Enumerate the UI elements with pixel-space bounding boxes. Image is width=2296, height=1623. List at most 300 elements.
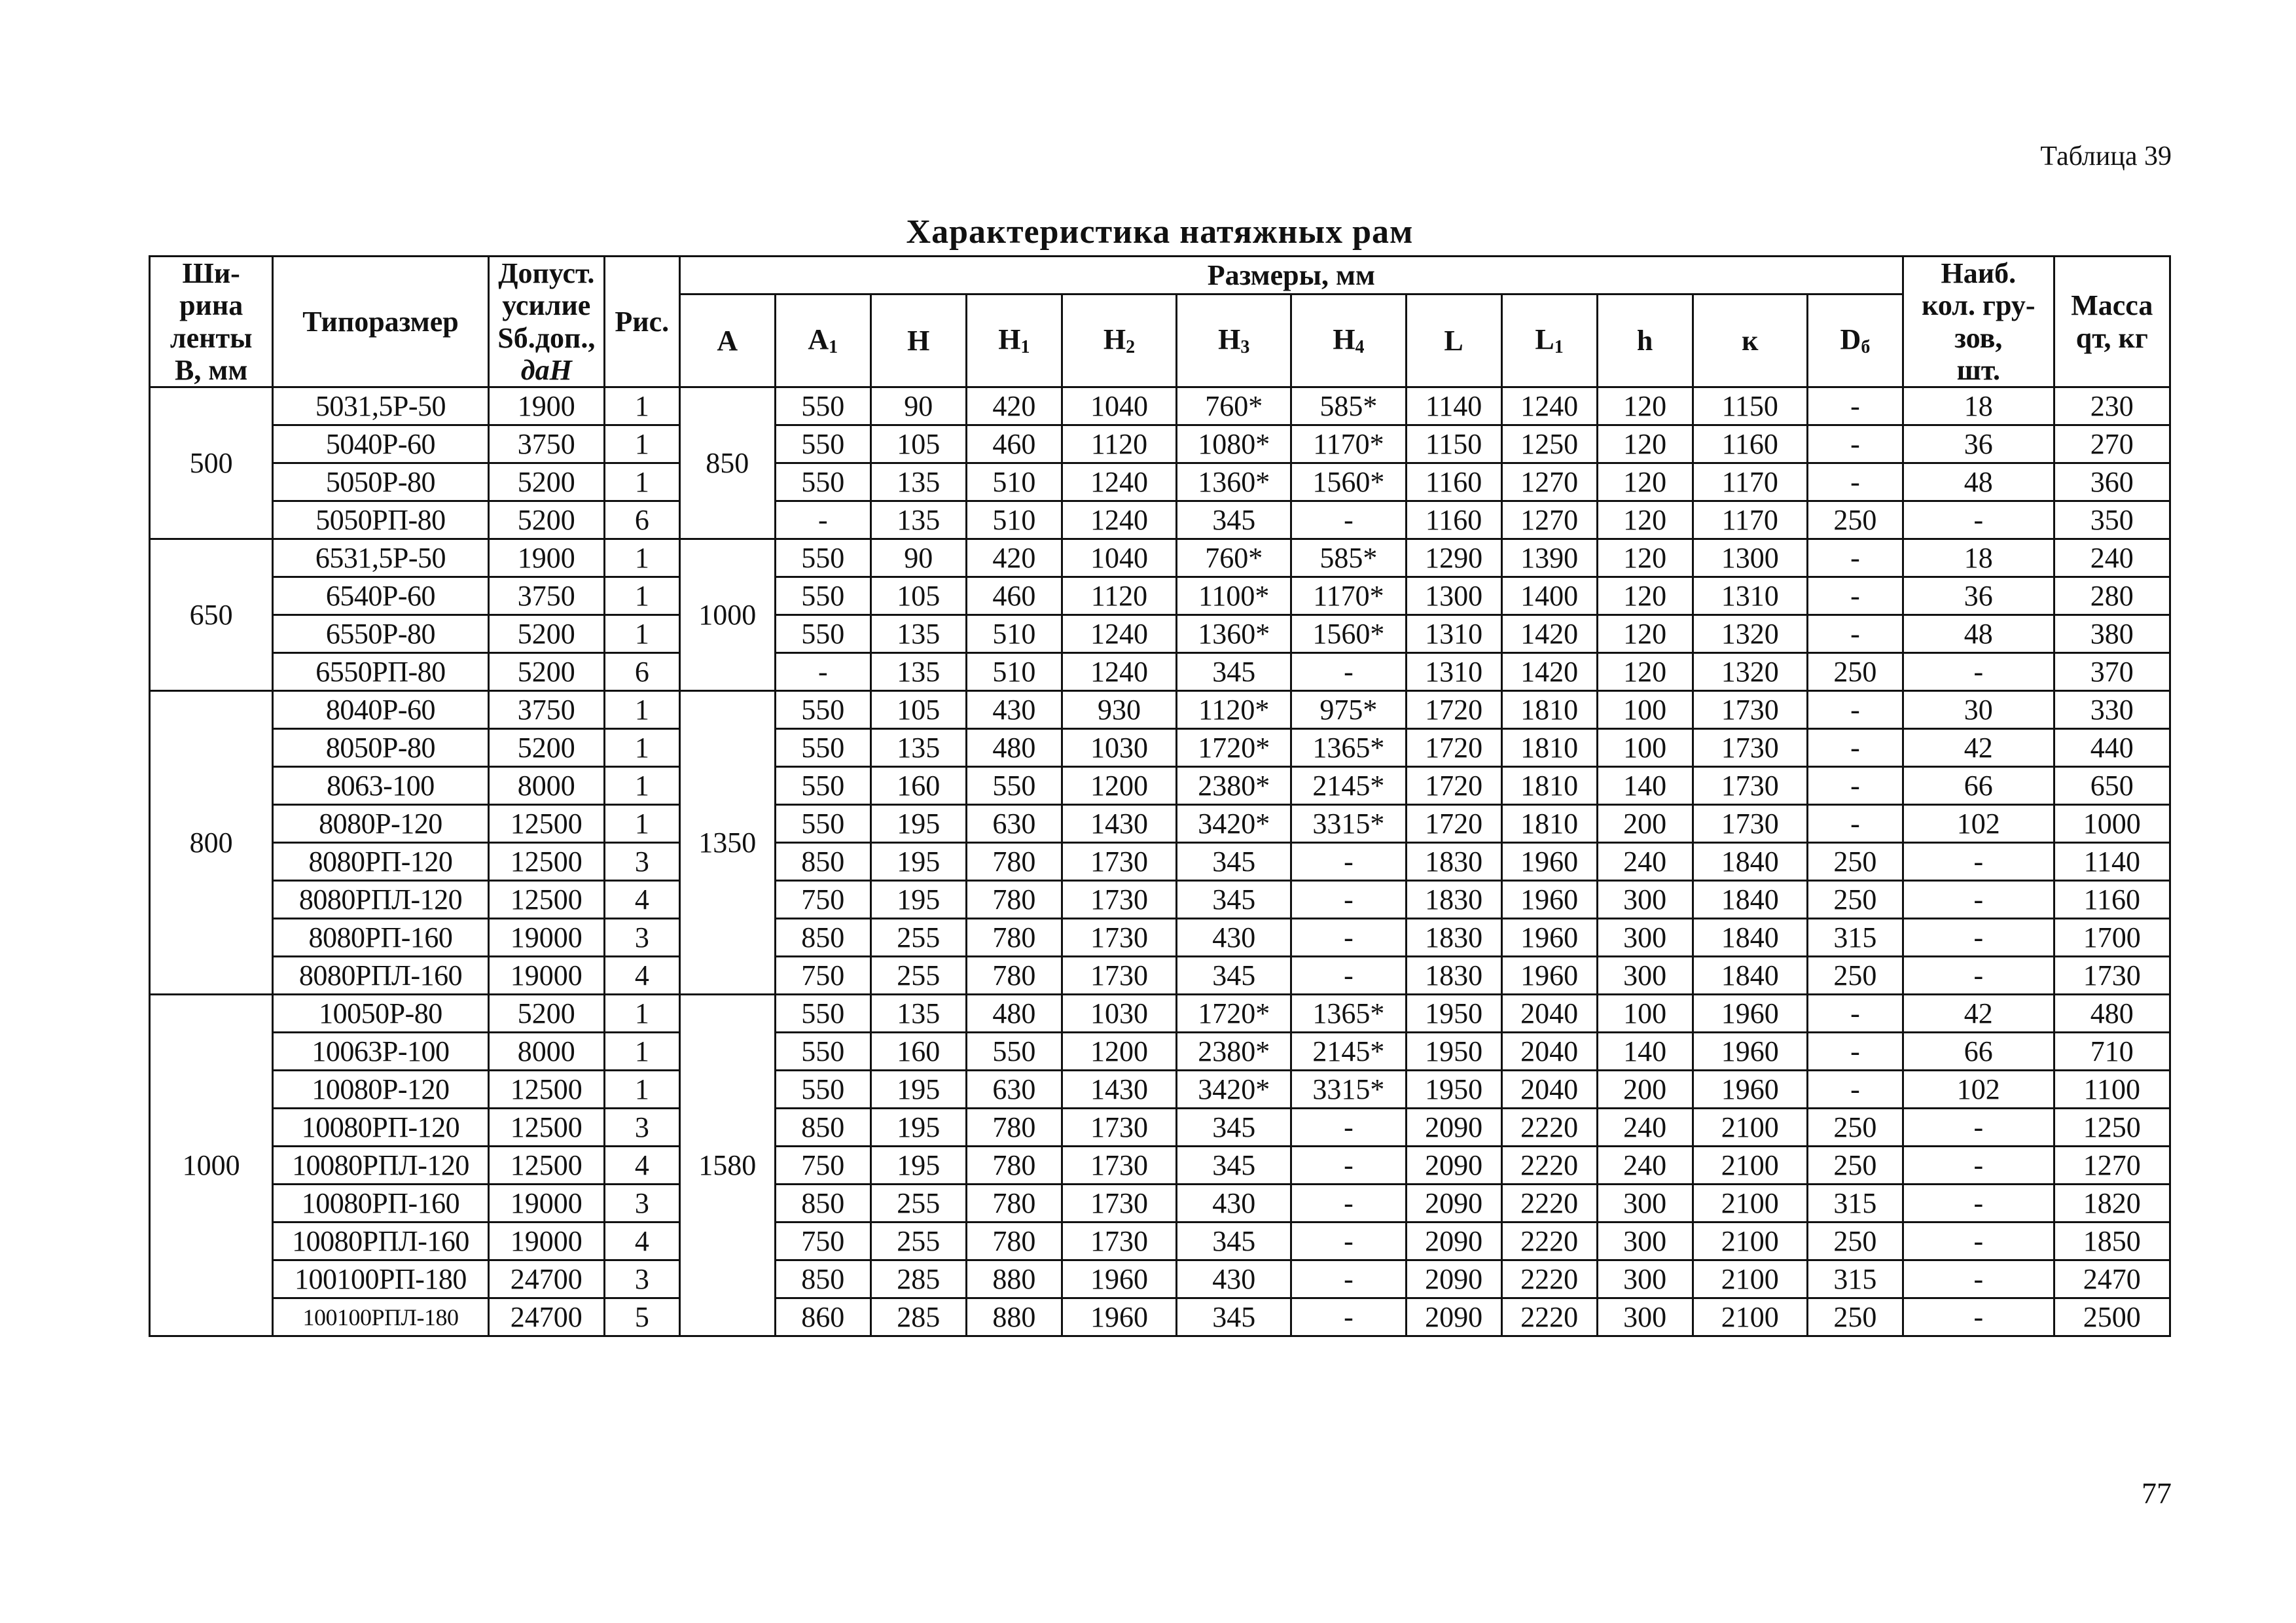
h4-cell: 1170* bbox=[1291, 577, 1406, 615]
h-cell: 135 bbox=[870, 653, 966, 691]
l-cell: 1720 bbox=[1406, 691, 1501, 729]
a1-cell: 750 bbox=[775, 1147, 870, 1185]
small-h-cell: 100 bbox=[1597, 691, 1693, 729]
table-row bbox=[150, 425, 2170, 463]
max-loads-cell: - bbox=[1903, 1298, 2054, 1336]
h4-cell: - bbox=[1291, 957, 1406, 995]
h4-cell: - bbox=[1291, 919, 1406, 957]
small-h-cell: 100 bbox=[1597, 729, 1693, 767]
h-cell: 285 bbox=[870, 1298, 966, 1336]
figure-cell: 6 bbox=[604, 653, 679, 691]
a1-cell: 860 bbox=[775, 1298, 870, 1336]
h2-cell: 1120 bbox=[1062, 425, 1176, 463]
figure-cell: 1 bbox=[604, 615, 679, 653]
small-h-cell: 300 bbox=[1597, 957, 1693, 995]
h-cell: 195 bbox=[870, 843, 966, 881]
mass-cell: 1730 bbox=[2054, 957, 2170, 995]
h3-cell: 430 bbox=[1177, 1185, 1291, 1222]
allowed-force-cell: 19000 bbox=[488, 957, 604, 995]
h3-cell: 345 bbox=[1177, 881, 1291, 919]
h2-cell: 1430 bbox=[1062, 1071, 1176, 1109]
type-size-cell: 8063-100 bbox=[273, 767, 488, 805]
h2-cell: 1730 bbox=[1062, 1185, 1176, 1222]
table-row bbox=[150, 995, 2170, 1033]
small-h-cell: 140 bbox=[1597, 767, 1693, 805]
header-type-size: Типоразмер bbox=[273, 257, 488, 387]
db-cell: 250 bbox=[1807, 1222, 1903, 1260]
type-size-cell: 5040Р-60 bbox=[273, 425, 488, 463]
table-body bbox=[150, 387, 2170, 1336]
h4-cell: - bbox=[1291, 1185, 1406, 1222]
header-col-L1: $L_1$ bbox=[1501, 294, 1597, 387]
h3-cell: 1720* bbox=[1177, 995, 1291, 1033]
k-cell: 1730 bbox=[1693, 805, 1807, 843]
belt-width-cell: 1000 bbox=[150, 995, 273, 1336]
figure-cell: 1 bbox=[604, 577, 679, 615]
small-h-cell: 120 bbox=[1597, 539, 1693, 577]
db-cell: 250 bbox=[1807, 881, 1903, 919]
a1-cell: 850 bbox=[775, 1109, 870, 1147]
figure-cell: 4 bbox=[604, 957, 679, 995]
a1-cell: 550 bbox=[775, 1071, 870, 1109]
h-cell: 90 bbox=[870, 387, 966, 425]
h4-cell: - bbox=[1291, 1260, 1406, 1298]
h2-cell: 1200 bbox=[1062, 1033, 1176, 1071]
h2-cell: 1030 bbox=[1062, 729, 1176, 767]
table-row bbox=[150, 1109, 2170, 1147]
k-cell: 1730 bbox=[1693, 767, 1807, 805]
table-row bbox=[150, 615, 2170, 653]
header-col-A1: $A_1$ bbox=[775, 294, 870, 387]
k-cell: 1320 bbox=[1693, 653, 1807, 691]
table-row bbox=[150, 843, 2170, 881]
l1-cell: 1810 bbox=[1501, 767, 1597, 805]
h4-cell: 1560* bbox=[1291, 463, 1406, 501]
figure-cell: 1 bbox=[604, 539, 679, 577]
type-size-cell: 100100РП-180 bbox=[273, 1260, 488, 1298]
table-title: Характеристика натяжных рам bbox=[906, 213, 1414, 251]
db-cell: - bbox=[1807, 729, 1903, 767]
h-cell: 105 bbox=[870, 691, 966, 729]
h1-cell: 780 bbox=[966, 1222, 1062, 1260]
db-cell: 250 bbox=[1807, 957, 1903, 995]
h2-cell: 1730 bbox=[1062, 1109, 1176, 1147]
k-cell: 1310 bbox=[1693, 577, 1807, 615]
h4-cell: - bbox=[1291, 1298, 1406, 1336]
h3-cell: 1720* bbox=[1177, 729, 1291, 767]
h1-cell: 780 bbox=[966, 1147, 1062, 1185]
h1-cell: 510 bbox=[966, 653, 1062, 691]
h3-cell: 345 bbox=[1177, 1222, 1291, 1260]
allowed-force-cell: 12500 bbox=[488, 805, 604, 843]
small-h-cell: 300 bbox=[1597, 1260, 1693, 1298]
h-cell: 255 bbox=[870, 957, 966, 995]
header-col-L: L bbox=[1406, 294, 1501, 387]
small-h-cell: 200 bbox=[1597, 1071, 1693, 1109]
table-row bbox=[150, 767, 2170, 805]
mass-cell: 360 bbox=[2054, 463, 2170, 501]
l-cell: 2090 bbox=[1406, 1222, 1501, 1260]
small-h-cell: 120 bbox=[1597, 653, 1693, 691]
max-loads-cell: - bbox=[1903, 1147, 2054, 1185]
type-size-cell: 10080РПЛ-120 bbox=[273, 1147, 488, 1185]
h1-cell: 780 bbox=[966, 1109, 1062, 1147]
h-cell: 105 bbox=[870, 425, 966, 463]
allowed-force-cell: 1900 bbox=[488, 387, 604, 425]
l1-cell: 1270 bbox=[1501, 463, 1597, 501]
small-h-cell: 240 bbox=[1597, 1109, 1693, 1147]
max-loads-cell: - bbox=[1903, 1109, 2054, 1147]
h1-cell: 510 bbox=[966, 615, 1062, 653]
max-loads-cell: 48 bbox=[1903, 463, 2054, 501]
l-cell: 1950 bbox=[1406, 1033, 1501, 1071]
header-col-A: A bbox=[679, 294, 775, 387]
figure-cell: 4 bbox=[604, 881, 679, 919]
h1-cell: 480 bbox=[966, 995, 1062, 1033]
l-cell: 1950 bbox=[1406, 1071, 1501, 1109]
h-cell: 135 bbox=[870, 501, 966, 539]
type-size-cell: 10063Р-100 bbox=[273, 1033, 488, 1071]
h1-cell: 880 bbox=[966, 1298, 1062, 1336]
h4-cell: - bbox=[1291, 881, 1406, 919]
max-loads-cell: - bbox=[1903, 501, 2054, 539]
table-row bbox=[150, 653, 2170, 691]
small-h-cell: 300 bbox=[1597, 1222, 1693, 1260]
l-cell: 2090 bbox=[1406, 1298, 1501, 1336]
h4-cell: 1365* bbox=[1291, 995, 1406, 1033]
db-cell: - bbox=[1807, 539, 1903, 577]
l-cell: 2090 bbox=[1406, 1109, 1501, 1147]
k-cell: 1840 bbox=[1693, 919, 1807, 957]
h3-cell: 345 bbox=[1177, 1109, 1291, 1147]
header-mass: Масса qт, кг bbox=[2054, 257, 2170, 387]
figure-cell: 1 bbox=[604, 1071, 679, 1109]
k-cell: 2100 bbox=[1693, 1222, 1807, 1260]
header-figure: Рис. bbox=[604, 257, 679, 387]
h3-cell: 760* bbox=[1177, 539, 1291, 577]
h2-cell: 1730 bbox=[1062, 843, 1176, 881]
allowed-force-cell: 5200 bbox=[488, 995, 604, 1033]
l1-cell: 1400 bbox=[1501, 577, 1597, 615]
h-cell: 105 bbox=[870, 577, 966, 615]
l-cell: 1950 bbox=[1406, 995, 1501, 1033]
h1-cell: 430 bbox=[966, 691, 1062, 729]
h4-cell: 1560* bbox=[1291, 615, 1406, 653]
k-cell: 1840 bbox=[1693, 957, 1807, 995]
header-allowed-force: Допуст. усилие Sб.доп., даН bbox=[488, 257, 604, 387]
belt-width-cell: 800 bbox=[150, 691, 273, 995]
a1-cell: 550 bbox=[775, 691, 870, 729]
mass-cell: 1820 bbox=[2054, 1185, 2170, 1222]
figure-cell: 1 bbox=[604, 767, 679, 805]
h2-cell: 1240 bbox=[1062, 501, 1176, 539]
h3-cell: 345 bbox=[1177, 501, 1291, 539]
a1-cell: - bbox=[775, 501, 870, 539]
h-cell: 160 bbox=[870, 767, 966, 805]
mass-cell: 330 bbox=[2054, 691, 2170, 729]
figure-cell: 6 bbox=[604, 501, 679, 539]
allowed-force-cell: 5200 bbox=[488, 653, 604, 691]
mass-cell: 370 bbox=[2054, 653, 2170, 691]
l1-cell: 1390 bbox=[1501, 539, 1597, 577]
h-cell: 285 bbox=[870, 1260, 966, 1298]
k-cell: 1320 bbox=[1693, 615, 1807, 653]
h3-cell: 1120* bbox=[1177, 691, 1291, 729]
db-cell: - bbox=[1807, 425, 1903, 463]
h-cell: 255 bbox=[870, 919, 966, 957]
h-cell: 135 bbox=[870, 615, 966, 653]
l-cell: 2090 bbox=[1406, 1147, 1501, 1185]
table-row bbox=[150, 1260, 2170, 1298]
a1-cell: 850 bbox=[775, 1260, 870, 1298]
l1-cell: 2220 bbox=[1501, 1298, 1597, 1336]
l-cell: 1300 bbox=[1406, 577, 1501, 615]
h3-cell: 2380* bbox=[1177, 767, 1291, 805]
l1-cell: 2220 bbox=[1501, 1147, 1597, 1185]
h-cell: 255 bbox=[870, 1185, 966, 1222]
h1-cell: 420 bbox=[966, 387, 1062, 425]
allowed-force-cell: 8000 bbox=[488, 767, 604, 805]
h3-cell: 1360* bbox=[1177, 463, 1291, 501]
figure-cell: 1 bbox=[604, 995, 679, 1033]
table-row bbox=[150, 577, 2170, 615]
figure-cell: 1 bbox=[604, 425, 679, 463]
l-cell: 1290 bbox=[1406, 539, 1501, 577]
table-row bbox=[150, 691, 2170, 729]
mass-cell: 1270 bbox=[2054, 1147, 2170, 1185]
h3-cell: 1100* bbox=[1177, 577, 1291, 615]
max-loads-cell: 36 bbox=[1903, 425, 2054, 463]
h3-cell: 345 bbox=[1177, 957, 1291, 995]
figure-cell: 5 bbox=[604, 1298, 679, 1336]
h4-cell: - bbox=[1291, 1222, 1406, 1260]
db-cell: - bbox=[1807, 691, 1903, 729]
allowed-force-cell: 19000 bbox=[488, 1185, 604, 1222]
mass-cell: 1700 bbox=[2054, 919, 2170, 957]
a1-cell: 750 bbox=[775, 881, 870, 919]
header-dimensions: Размеры, мм bbox=[679, 257, 1903, 294]
l1-cell: 1960 bbox=[1501, 843, 1597, 881]
mass-cell: 710 bbox=[2054, 1033, 2170, 1071]
type-size-cell: 8050Р-80 bbox=[273, 729, 488, 767]
l-cell: 1720 bbox=[1406, 767, 1501, 805]
h-cell: 135 bbox=[870, 995, 966, 1033]
type-size-cell: 5050Р-80 bbox=[273, 463, 488, 501]
figure-cell: 3 bbox=[604, 1109, 679, 1147]
type-size-cell: 8080РПЛ-120 bbox=[273, 881, 488, 919]
h4-cell: 585* bbox=[1291, 387, 1406, 425]
h3-cell: 345 bbox=[1177, 843, 1291, 881]
max-loads-cell: 102 bbox=[1903, 805, 2054, 843]
h1-cell: 510 bbox=[966, 501, 1062, 539]
h1-cell: 780 bbox=[966, 1185, 1062, 1222]
db-cell: 315 bbox=[1807, 919, 1903, 957]
db-cell: 250 bbox=[1807, 1298, 1903, 1336]
l1-cell: 1420 bbox=[1501, 615, 1597, 653]
figure-cell: 3 bbox=[604, 843, 679, 881]
l-cell: 1160 bbox=[1406, 501, 1501, 539]
h1-cell: 550 bbox=[966, 767, 1062, 805]
h4-cell: 2145* bbox=[1291, 1033, 1406, 1071]
small-h-cell: 120 bbox=[1597, 425, 1693, 463]
h2-cell: 1200 bbox=[1062, 767, 1176, 805]
a1-cell: 550 bbox=[775, 729, 870, 767]
type-size-cell: 6550Р-80 bbox=[273, 615, 488, 653]
h3-cell: 1360* bbox=[1177, 615, 1291, 653]
mass-cell: 240 bbox=[2054, 539, 2170, 577]
figure-cell: 1 bbox=[604, 691, 679, 729]
type-size-cell: 10050Р-80 bbox=[273, 995, 488, 1033]
h1-cell: 460 bbox=[966, 577, 1062, 615]
l-cell: 1150 bbox=[1406, 425, 1501, 463]
l-cell: 1720 bbox=[1406, 805, 1501, 843]
mass-cell: 2500 bbox=[2054, 1298, 2170, 1336]
small-h-cell: 120 bbox=[1597, 501, 1693, 539]
h1-cell: 780 bbox=[966, 843, 1062, 881]
k-cell: 1730 bbox=[1693, 691, 1807, 729]
figure-cell: 3 bbox=[604, 1185, 679, 1222]
h3-cell: 345 bbox=[1177, 1298, 1291, 1336]
type-size-cell: 10080Р-120 bbox=[273, 1071, 488, 1109]
a1-cell: 550 bbox=[775, 767, 870, 805]
h1-cell: 630 bbox=[966, 1071, 1062, 1109]
l1-cell: 2040 bbox=[1501, 1071, 1597, 1109]
k-cell: 1960 bbox=[1693, 995, 1807, 1033]
h2-cell: 1960 bbox=[1062, 1260, 1176, 1298]
dim-a-cell: 1350 bbox=[679, 691, 775, 995]
small-h-cell: 100 bbox=[1597, 995, 1693, 1033]
header-col-h: h bbox=[1597, 294, 1693, 387]
a1-cell: 550 bbox=[775, 995, 870, 1033]
table-row bbox=[150, 919, 2170, 957]
mass-cell: 1160 bbox=[2054, 881, 2170, 919]
figure-cell: 1 bbox=[604, 463, 679, 501]
allowed-force-cell: 24700 bbox=[488, 1260, 604, 1298]
k-cell: 2100 bbox=[1693, 1260, 1807, 1298]
l1-cell: 1960 bbox=[1501, 919, 1597, 957]
a1-cell: 550 bbox=[775, 577, 870, 615]
tension-frames-table bbox=[149, 255, 2171, 1337]
h4-cell: 2145* bbox=[1291, 767, 1406, 805]
k-cell: 2100 bbox=[1693, 1147, 1807, 1185]
l1-cell: 1810 bbox=[1501, 691, 1597, 729]
dim-a-cell: 1000 bbox=[679, 539, 775, 691]
allowed-force-cell: 12500 bbox=[488, 1109, 604, 1147]
header-max-loads: Наиб. кол. гру- зов, шт. bbox=[1903, 257, 2054, 387]
header-col-Db: $D_б$ bbox=[1807, 294, 1903, 387]
table-row bbox=[150, 1185, 2170, 1222]
figure-cell: 3 bbox=[604, 1260, 679, 1298]
h-cell: 195 bbox=[870, 881, 966, 919]
l-cell: 1310 bbox=[1406, 615, 1501, 653]
k-cell: 1170 bbox=[1693, 501, 1807, 539]
mass-cell: 230 bbox=[2054, 387, 2170, 425]
l1-cell: 2040 bbox=[1501, 995, 1597, 1033]
k-cell: 1170 bbox=[1693, 463, 1807, 501]
max-loads-cell: - bbox=[1903, 653, 2054, 691]
table-row bbox=[150, 539, 2170, 577]
max-loads-cell: 30 bbox=[1903, 691, 2054, 729]
belt-width-cell: 500 bbox=[150, 387, 273, 539]
h-cell: 195 bbox=[870, 1109, 966, 1147]
mass-cell: 1140 bbox=[2054, 843, 2170, 881]
l1-cell: 2220 bbox=[1501, 1185, 1597, 1222]
allowed-force-cell: 19000 bbox=[488, 919, 604, 957]
allowed-force-cell: 12500 bbox=[488, 843, 604, 881]
l-cell: 1830 bbox=[1406, 843, 1501, 881]
h1-cell: 510 bbox=[966, 463, 1062, 501]
k-cell: 1840 bbox=[1693, 843, 1807, 881]
l1-cell: 2220 bbox=[1501, 1260, 1597, 1298]
a1-cell: 750 bbox=[775, 957, 870, 995]
h4-cell: 585* bbox=[1291, 539, 1406, 577]
allowed-force-cell: 12500 bbox=[488, 881, 604, 919]
l-cell: 1830 bbox=[1406, 881, 1501, 919]
db-cell: - bbox=[1807, 995, 1903, 1033]
max-loads-cell: 66 bbox=[1903, 1033, 2054, 1071]
max-loads-cell: 42 bbox=[1903, 729, 2054, 767]
max-loads-cell: 48 bbox=[1903, 615, 2054, 653]
l1-cell: 1960 bbox=[1501, 957, 1597, 995]
a1-cell: 550 bbox=[775, 463, 870, 501]
figure-cell: 1 bbox=[604, 729, 679, 767]
allowed-force-cell: 3750 bbox=[488, 577, 604, 615]
header-belt-width: Ши- рина ленты В, мм bbox=[150, 257, 273, 387]
small-h-cell: 300 bbox=[1597, 1185, 1693, 1222]
k-cell: 1730 bbox=[1693, 729, 1807, 767]
h3-cell: 3420* bbox=[1177, 1071, 1291, 1109]
small-h-cell: 120 bbox=[1597, 577, 1693, 615]
small-h-cell: 300 bbox=[1597, 919, 1693, 957]
h1-cell: 780 bbox=[966, 957, 1062, 995]
k-cell: 2100 bbox=[1693, 1185, 1807, 1222]
h4-cell: - bbox=[1291, 1109, 1406, 1147]
db-cell: 250 bbox=[1807, 1147, 1903, 1185]
h2-cell: 930 bbox=[1062, 691, 1176, 729]
type-size-cell: 10080РП-160 bbox=[273, 1185, 488, 1222]
h3-cell: 430 bbox=[1177, 1260, 1291, 1298]
a1-cell: - bbox=[775, 653, 870, 691]
allowed-force-cell: 5200 bbox=[488, 501, 604, 539]
table-row bbox=[150, 1222, 2170, 1260]
table-row bbox=[150, 729, 2170, 767]
h4-cell: 975* bbox=[1291, 691, 1406, 729]
db-cell: 250 bbox=[1807, 843, 1903, 881]
h3-cell: 1080* bbox=[1177, 425, 1291, 463]
mass-cell: 280 bbox=[2054, 577, 2170, 615]
h2-cell: 1030 bbox=[1062, 995, 1176, 1033]
figure-cell: 1 bbox=[604, 805, 679, 843]
type-size-cell: 8040Р-60 bbox=[273, 691, 488, 729]
h2-cell: 1240 bbox=[1062, 463, 1176, 501]
k-cell: 1960 bbox=[1693, 1071, 1807, 1109]
k-cell: 1960 bbox=[1693, 1033, 1807, 1071]
h3-cell: 345 bbox=[1177, 1147, 1291, 1185]
l-cell: 1160 bbox=[1406, 463, 1501, 501]
small-h-cell: 120 bbox=[1597, 387, 1693, 425]
max-loads-cell: - bbox=[1903, 1260, 2054, 1298]
table-row bbox=[150, 1033, 2170, 1071]
h1-cell: 420 bbox=[966, 539, 1062, 577]
type-size-cell: 5031,5Р-50 bbox=[273, 387, 488, 425]
l-cell: 2090 bbox=[1406, 1185, 1501, 1222]
max-loads-cell: - bbox=[1903, 1222, 2054, 1260]
table-row bbox=[150, 805, 2170, 843]
l1-cell: 1240 bbox=[1501, 387, 1597, 425]
max-loads-cell: 36 bbox=[1903, 577, 2054, 615]
belt-width-cell: 650 bbox=[150, 539, 273, 691]
mass-cell: 440 bbox=[2054, 729, 2170, 767]
